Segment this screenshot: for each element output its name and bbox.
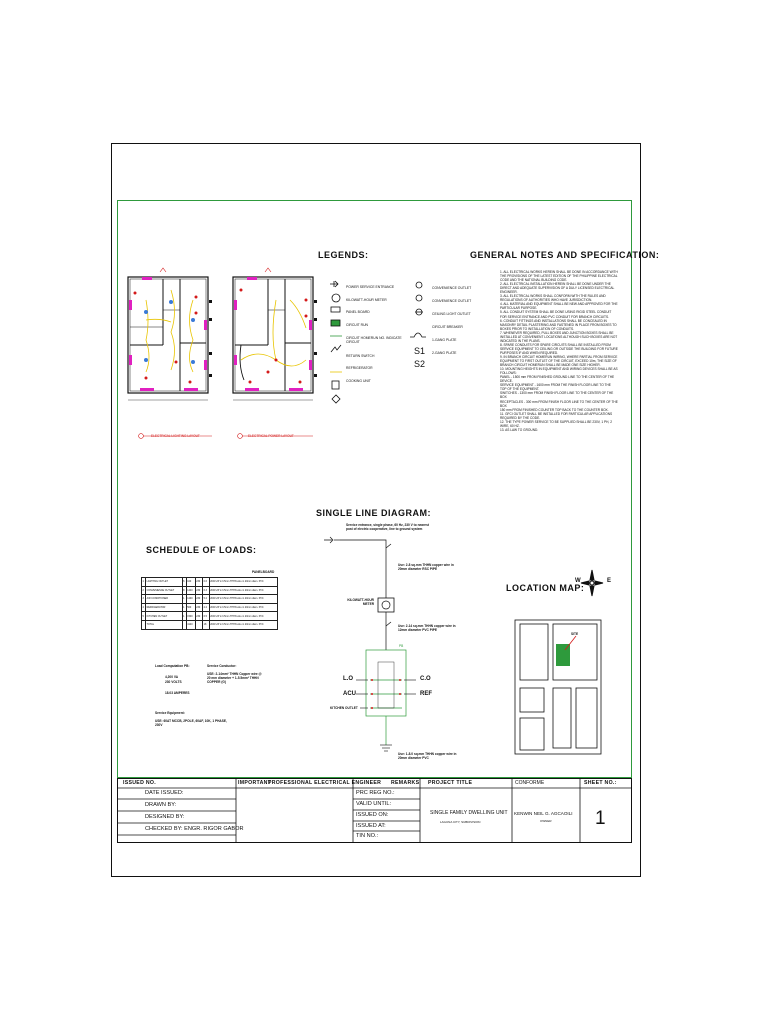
legend-item: CIRCUIT HOMERUN NO. INDICATE CIRCUIT: [346, 336, 402, 345]
schedule-cell: 2.2: [203, 603, 210, 612]
note-item: SWITCHES - 1300 mm FROM FINISH FLOOR LINE TO THE CENTER OF THE BOX: [500, 391, 614, 400]
note-item: 150 mm FROM FINISHED COUNTER TOP BACK TO THE COUNTER BOX.: [500, 407, 609, 412]
legend-item: RETURN SWITCH: [346, 353, 375, 358]
project-location: LAGUNA CITY, SUBDIVISION: [440, 820, 481, 824]
schedule-cell: 230: [195, 578, 202, 587]
kwh-meter-label: KILOWATT-HOUR METER: [347, 598, 374, 606]
important-label: IMPORTANT: [238, 780, 272, 786]
legend-item: REFRIGERATOR: [346, 366, 373, 371]
schedule-cell: REFRIGERATOR: [146, 603, 183, 612]
sheet-no-label: SHEET NO.:: [584, 780, 617, 786]
circuit-co: C.O: [420, 676, 431, 682]
legend-item: PANEL BOARD: [346, 310, 370, 315]
general-notes-title: GENERAL NOTES AND SPECIFICATION:: [470, 250, 660, 260]
schedule-cell: 230: [195, 595, 202, 604]
note-item: 2. ALL ELECTRICAL INSTALLATION HEREIN SHALL BE DONE UNDER THE DIRECT AND ADEQUATE SUPERVISION OF A DULY LICENSED ELECTRICAL ENGINEER.: [500, 282, 615, 295]
tin-no-label: TIN NO.:: [356, 833, 379, 839]
note-item: 13. AS LAW TO GROUND.: [500, 427, 539, 432]
owner-name: KENWIN NEIL G. AGCAOILI: [514, 811, 573, 816]
circuit-ref: REF: [420, 691, 432, 697]
schedule-cell: 0.6: [203, 578, 210, 587]
schedule-cell: 100: [186, 578, 195, 587]
schedule-cell: 230: [195, 603, 202, 612]
compass-w: W: [575, 578, 581, 584]
service-equipment-label: Service Equipment:: [155, 711, 185, 715]
load-volt: 230 VOLTS: [165, 680, 182, 684]
note-item: PANEL - 1500 mm FROM FINISHED GROUND LINE TO THE CENTER OF THE DEVICE.: [500, 375, 615, 384]
schedule-cell: TOTAL: [146, 620, 183, 629]
legends-title: LEGENDS:: [318, 250, 369, 260]
schedule-cell: 1: [182, 612, 186, 621]
site-label: SITE: [571, 632, 579, 636]
date-issued-label: DATE ISSUED:: [145, 790, 184, 796]
schedule-cell: 20AT-2P 2-3.5mm THHN wire in 20mm diam. PVC: [209, 603, 277, 612]
prc-reg-label: PRC REG NO.:: [356, 790, 395, 796]
schedule-cell: 8: [182, 586, 186, 595]
schedule-cell: 20AT-2P 2-3.5mm THHN wire in 20mm diam. PVC: [209, 595, 277, 604]
service-conductor-label: Service Conductor:: [207, 664, 237, 668]
note-item: 9. IN BRANCH CIRCUIT HOMERUN WIRING, WHERE PARTIAL FROM SERVICE EQUIPMENT TO FIRST OUTLET OF THE CIRCUIT, EXCEED 10m, THE SIZE OF BRANCH CIRCUIT HOMERUN SHALL BE MADE ONE SIZE HIGHER.: [500, 354, 618, 368]
schedule-cell: LIGHTING OUTLET: [146, 578, 183, 587]
schedule-cell: 5.2: [203, 595, 210, 604]
sheet-number: 1: [595, 808, 606, 829]
legend-item: CONVENIENCE OUTLET: [432, 285, 472, 290]
power-layout-label: ELECTRICAL POWER LAYOUT: [248, 434, 294, 438]
load-kva: 4,200 VA: [165, 675, 179, 679]
schedule-cell: 6.3: [203, 586, 210, 595]
schedule-cell: 4: [142, 603, 146, 612]
note-item: 6. CONDUIT FITTINGS AND INSTALLATIONS SHALL BE CONCEALED IN MASONRY DETAIL PLASTERING AND FASTENED IN PLACE FROM BOXES TO BOXES PRIOR TO INSTALLATION OF CONDUITS.: [500, 318, 617, 331]
legend-item: 1-GANG PLATE: [432, 337, 457, 342]
schedule-title: SCHEDULE OF LOADS:: [146, 545, 257, 555]
note-item: RECEPTACLES - 300 mm FROM FINISH FLOOR LINE TO THE CENTER OF THE BOX: [500, 399, 618, 408]
owner-role: OWNER: [540, 819, 552, 823]
note-item: 4. ALL MATERIAL AND EQUIPMENT SHALL BE NEW AND APPROVED FOR THE PARTICULAR PURPOSE.: [500, 302, 618, 311]
legend-item: CIRCUIT BREAKER: [432, 324, 463, 329]
schedule-cell: 18: [203, 620, 210, 629]
schedule-cell: 500: [186, 603, 195, 612]
schedule-cell: KITCHEN OUTLET: [146, 612, 183, 621]
schedule-cell: AIR CONDITIONER: [146, 595, 183, 604]
schedule-cell: 5: [142, 612, 146, 621]
schedule-cell: 20AT-2P 2-3.5mm THHN wire in 20mm diam. PVC: [209, 578, 277, 587]
schedule-cell: 230: [195, 612, 202, 621]
conforme-label: CONFORME: [515, 780, 545, 786]
legend-item: KILOWATT-HOUR METER: [346, 297, 387, 302]
circuit-lo: L.O: [343, 676, 353, 682]
remarks-label: REMARKS: [391, 780, 420, 786]
feeder-wire-note: Use: 2-14 sq.mm THHN copper wire in 12mm diameter PVC PIPE: [398, 624, 456, 632]
project-title-label: PROJECT TITLE: [428, 780, 473, 786]
note-item: 12. THE TYPE POWER SERVICE TO BE SUPPLIED SHALL BE 230V, 1 PH, 2 WIRE, 60 HZ.: [500, 419, 612, 428]
designed-by-label: DESIGNED BY:: [145, 814, 185, 820]
load-amp: 18.03 AMPERES: [165, 691, 190, 695]
load-computation-label: Load Computation PB:: [155, 664, 190, 668]
circuit-kitchen: KITCHEN OUTLET: [330, 706, 358, 710]
service-conductor-text: USE: 2-14mm² THHN Copper wire @ 20 mm diameter + 1-5.5mm² THHN COPPER (G): [207, 672, 262, 684]
legend-item: POWER SERVICE ENTRANCE: [346, 285, 395, 290]
legend-item: COOKING UNIT: [346, 378, 371, 383]
schedule-cell: CONVENIENCE OUTLET: [146, 586, 183, 595]
valid-until-label: VALID UNTIL:: [356, 801, 392, 807]
legend-item: 2-GANG PLATE: [432, 350, 457, 355]
single-line-title: SINGLE LINE DIAGRAM:: [316, 508, 431, 518]
schedule-cell: 1200: [186, 595, 195, 604]
legend-item: CIRCUIT RUN: [346, 323, 368, 328]
issued-at-label: ISSUED AT:: [356, 823, 386, 829]
note-item: SERVICE EQUIPMENT - 1600 mm FROM THE FINISH FLOOR LINE TO THE TOP OF THE EQUIPMENT.: [500, 383, 611, 392]
schedule-cell: 3: [142, 595, 146, 604]
switch-s1-symbol: S1: [414, 346, 426, 356]
issued-no-label: ISSUED NO.: [123, 780, 156, 786]
compass-e: E: [607, 578, 612, 584]
schedule-cell: 1500: [186, 612, 195, 621]
schedule-cell: 6: [182, 578, 186, 587]
schedule-cell: 1: [182, 603, 186, 612]
switch-s2-symbol: S2: [414, 359, 426, 369]
schedule-cell: 1: [142, 578, 146, 587]
service-wire-note: Use: 2-8 sq.mm THHN copper wire in 20mm diameter RSC PIPE: [398, 563, 454, 571]
note-item: 7. WHENEVER REQUIRED, PULL BOXES AND JUNCTION BOXES SHALL BE INSTALLED AT CONVENIENT LOCATIONS ALTHOUGH SUCH BOXES ARE NOT INDICATED IN THE PLANS.: [500, 330, 618, 343]
schedule-cell: 4140: [186, 620, 195, 629]
note-item: 5. ALL CONDUIT SYSTEM SHALL BE DONE USING RIGID STEEL CONDUIT FOR SERVICE ENTRANCE AND PVC CONDUIT FOR BRANCH CIRCUITS.: [500, 310, 612, 319]
service-equipment-text: USE: 60AT MCCB, 2POLE, 60AF, 10K, 1 PHASE, 230V: [155, 719, 227, 727]
circuit-acu: ACU: [343, 691, 356, 697]
schedule-cell: 2: [142, 586, 146, 595]
schedule-cell: 20AT-2P 2-3.5mm THHN wire in 20mm diam. PVC: [209, 612, 277, 621]
schedule-cell: 20AT-2P 2-3.5mm THHN wire in 20mm diam. PVC: [209, 620, 277, 629]
schedule-cell: 1: [182, 595, 186, 604]
issued-on-label: ISSUED ON:: [356, 812, 389, 818]
prof-engineer-label: PROFESSIONAL ELECTRICAL ENGINEER: [268, 780, 382, 786]
note-item: 11. GFCI OUTLET SHALL BE INSTALLED FOR PARTICULAR APPLICATIONS REQUIRED BY THE CODE.: [500, 411, 613, 420]
location-map-title: LOCATION MAP:: [506, 583, 585, 593]
note-item: 3. ALL ELECTRICAL WORKS SHALL CONFORM WITH THE RULES AND REGULATIONS OF AUTHORITIES WHO HAVE JURISDICTION.: [500, 294, 606, 303]
ground-wire-note: Use: 1-8.0 sq.mm THHN copper wire in 20mm diameter PVC: [398, 752, 457, 760]
project-name: SINGLE FAMILY DWELLING UNIT: [430, 810, 508, 816]
checked-by-label: CHECKED BY: ENGR. RIGOR GABOR: [145, 826, 244, 832]
panel-label: PB: [399, 644, 404, 648]
schedule-cell: 20AT-2P 2-3.5mm THHN wire in 20mm diam. PVC: [209, 586, 277, 595]
schedule-cell: 230: [195, 586, 202, 595]
lighting-layout-label: ELECTRICAL LIGHTING LAYOUT: [151, 434, 200, 438]
legend-item: CONVENIENCE OUTLET: [432, 298, 472, 303]
note-item: 8. SPARE CONDUITS FOR SPARE CIRCUITS SHALL BE INSTALLED FROM SERVICE EQUIPMENT TO CEILING OR OUTSIDE THE BUILDING FOR FUTURE PURPOSES IF AND WHEN REQUIRED.: [500, 342, 618, 355]
note-item: 10. MOUNTING HEIGHTS IN EQUIPMENT AND WIRING DEVICES SHALL BE AS FOLLOWS:: [500, 367, 618, 376]
drawn-by-label: DRAWN BY:: [145, 802, 177, 808]
service-note: Service entrance, single phase, 60 Hz, 230 V to nearest post of electric cooperative, line to ground system: [346, 523, 429, 531]
schedule-cell: 1440: [186, 586, 195, 595]
legend-item: CEILING LIGHT OUTLET: [432, 311, 471, 316]
schedule-cell: 6.5: [203, 612, 210, 621]
panelboard-label: PANELBOARD: [252, 570, 275, 574]
note-item: 1. ALL ELECTRICAL WORKS HEREIN SHALL BE DONE IN ACCORDANCE WITH THE PROVISIONS OF THE LATEST EDITION OF THE PHILIPPINE ELECTRICAL CODE AND THE NATIONAL BUILDING CODE.: [500, 270, 618, 283]
